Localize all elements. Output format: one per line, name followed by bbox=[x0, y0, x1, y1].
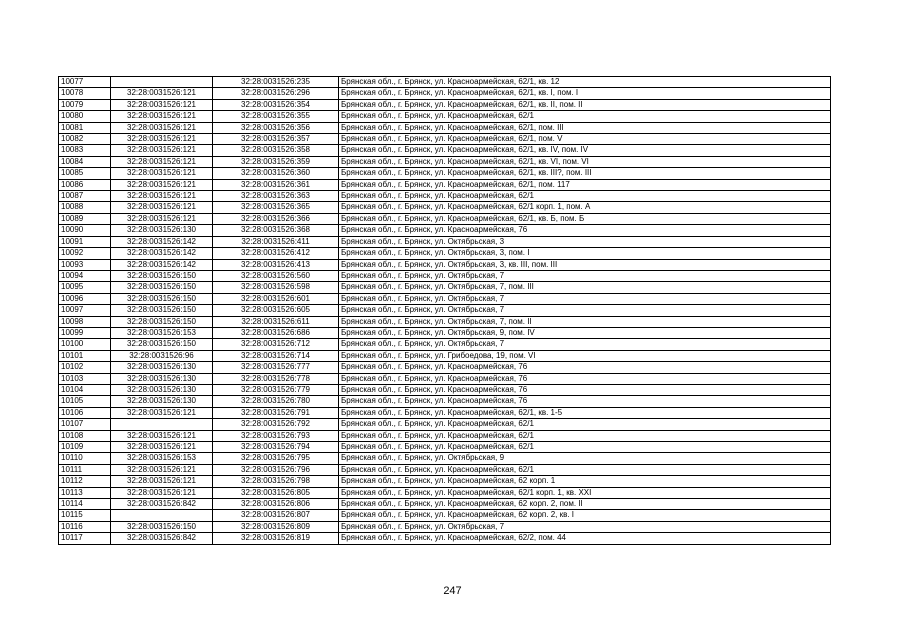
row-number-cell: 10098 bbox=[59, 316, 111, 327]
address-cell: Брянская обл., г. Брянск, ул. Красноармейская, 62/1 bbox=[339, 419, 831, 430]
address-cell: Брянская обл., г. Брянск, ул. Красноармейская, 62/2, пом. 44 bbox=[339, 533, 831, 544]
address-cell: Брянская обл., г. Брянск, ул. Грибоедова, 19, пом. VI bbox=[339, 350, 831, 361]
table-row bbox=[59, 487, 831, 498]
cadastral-number-cell: 32:28:0031526:601 bbox=[213, 293, 339, 304]
address-cell: Брянская обл., г. Брянск, ул. Красноармейская, 76 bbox=[339, 225, 831, 236]
cadastral-number-cell: 32:28:0031526:605 bbox=[213, 305, 339, 316]
address-cell: Брянская обл., г. Брянск, ул. Октябрьская, 3 bbox=[339, 236, 831, 247]
parent-cadastral-number-cell: 32:28:0031526:121 bbox=[111, 179, 213, 190]
table-row bbox=[59, 521, 831, 532]
cadastral-number-cell: 32:28:0031526:778 bbox=[213, 373, 339, 384]
row-number-cell: 10105 bbox=[59, 396, 111, 407]
cadastral-number-cell: 32:28:0031526:355 bbox=[213, 111, 339, 122]
cadastral-table bbox=[58, 76, 831, 545]
cadastral-number-cell: 32:28:0031526:412 bbox=[213, 248, 339, 259]
row-number-cell: 10108 bbox=[59, 430, 111, 441]
address-cell: Брянская обл., г. Брянск, ул. Красноармейская, 62/1, пом. III bbox=[339, 122, 831, 133]
parent-cadastral-number-cell: 32:28:0031526:842 bbox=[111, 499, 213, 510]
row-number-cell: 10099 bbox=[59, 327, 111, 338]
table-row bbox=[59, 270, 831, 281]
cadastral-number-cell: 32:28:0031526:796 bbox=[213, 464, 339, 475]
address-cell: Брянская обл., г. Брянск, ул. Красноармейская, 62/1, кв. VI, пом. VI bbox=[339, 156, 831, 167]
cadastral-number-cell: 32:28:0031526:809 bbox=[213, 521, 339, 532]
address-cell: Брянская обл., г. Брянск, ул. Октябрьская, 7, пом. II bbox=[339, 316, 831, 327]
table-row bbox=[59, 510, 831, 521]
cadastral-number-cell: 32:28:0031526:413 bbox=[213, 259, 339, 270]
cadastral-number-cell: 32:28:0031526:806 bbox=[213, 499, 339, 510]
parent-cadastral-number-cell: 32:28:0031526:153 bbox=[111, 453, 213, 464]
address-cell: Брянская обл., г. Брянск, ул. Красноармейская, 76 bbox=[339, 384, 831, 395]
row-number-cell: 10100 bbox=[59, 339, 111, 350]
cadastral-number-cell: 32:28:0031526:411 bbox=[213, 236, 339, 247]
table-row bbox=[59, 430, 831, 441]
table-row bbox=[59, 111, 831, 122]
row-number-cell: 10081 bbox=[59, 122, 111, 133]
table-row bbox=[59, 476, 831, 487]
cadastral-number-cell: 32:28:0031526:791 bbox=[213, 407, 339, 418]
row-number-cell: 10113 bbox=[59, 487, 111, 498]
address-cell: Брянская обл., г. Брянск, ул. Красноармейская, 62 корп. 2, пом. II bbox=[339, 499, 831, 510]
row-number-cell: 10116 bbox=[59, 521, 111, 532]
row-number-cell: 10078 bbox=[59, 88, 111, 99]
table-row bbox=[59, 191, 831, 202]
row-number-cell: 10107 bbox=[59, 419, 111, 430]
parent-cadastral-number-cell bbox=[111, 510, 213, 521]
parent-cadastral-number-cell: 32:28:0031526:150 bbox=[111, 316, 213, 327]
cadastral-number-cell: 32:28:0031526:792 bbox=[213, 419, 339, 430]
cadastral-number-cell: 32:28:0031526:777 bbox=[213, 362, 339, 373]
table-row bbox=[59, 384, 831, 395]
address-cell: Брянская обл., г. Брянск, ул. Красноармейская, 62/1, кв. I, пом. I bbox=[339, 88, 831, 99]
cadastral-number-cell: 32:28:0031526:368 bbox=[213, 225, 339, 236]
table-row bbox=[59, 282, 831, 293]
address-cell: Брянская обл., г. Брянск, ул. Красноармейская, 62/1 bbox=[339, 464, 831, 475]
cadastral-number-cell: 32:28:0031526:560 bbox=[213, 270, 339, 281]
address-cell: Брянская обл., г. Брянск, ул. Октябрьская, 7 bbox=[339, 521, 831, 532]
row-number-cell: 10077 bbox=[59, 77, 111, 88]
parent-cadastral-number-cell bbox=[111, 419, 213, 430]
address-cell: Брянская обл., г. Брянск, ул. Красноармейская, 62/1 bbox=[339, 442, 831, 453]
cadastral-number-cell: 32:28:0031526:805 bbox=[213, 487, 339, 498]
parent-cadastral-number-cell: 32:28:0031526:121 bbox=[111, 430, 213, 441]
address-cell: Брянская обл., г. Брянск, ул. Красноармейская, 62 корп. 1 bbox=[339, 476, 831, 487]
row-number-cell: 10087 bbox=[59, 191, 111, 202]
parent-cadastral-number-cell: 32:28:0031526:121 bbox=[111, 464, 213, 475]
table-row bbox=[59, 122, 831, 133]
parent-cadastral-number-cell: 32:28:0031526:121 bbox=[111, 168, 213, 179]
address-cell: Брянская обл., г. Брянск, ул. Красноармейская, 62/1 bbox=[339, 111, 831, 122]
parent-cadastral-number-cell: 32:28:0031526:130 bbox=[111, 225, 213, 236]
row-number-cell: 10085 bbox=[59, 168, 111, 179]
row-number-cell: 10103 bbox=[59, 373, 111, 384]
table-row bbox=[59, 213, 831, 224]
cadastral-number-cell: 32:28:0031526:365 bbox=[213, 202, 339, 213]
cadastral-number-cell: 32:28:0031526:794 bbox=[213, 442, 339, 453]
table-row bbox=[59, 373, 831, 384]
cadastral-number-cell: 32:28:0031526:795 bbox=[213, 453, 339, 464]
parent-cadastral-number-cell: 32:28:0031526:142 bbox=[111, 236, 213, 247]
parent-cadastral-number-cell bbox=[111, 77, 213, 88]
table-row bbox=[59, 99, 831, 110]
cadastral-number-cell: 32:28:0031526:807 bbox=[213, 510, 339, 521]
row-number-cell: 10106 bbox=[59, 407, 111, 418]
row-number-cell: 10080 bbox=[59, 111, 111, 122]
table-row bbox=[59, 236, 831, 247]
table-row bbox=[59, 464, 831, 475]
parent-cadastral-number-cell: 32:28:0031526:121 bbox=[111, 111, 213, 122]
address-cell: Брянская обл., г. Брянск, ул. Красноармейская, 62/1 корп. 1, кв. XXI bbox=[339, 487, 831, 498]
table-row bbox=[59, 533, 831, 544]
table-row bbox=[59, 77, 831, 88]
table-row bbox=[59, 316, 831, 327]
cadastral-number-cell: 32:28:0031526:363 bbox=[213, 191, 339, 202]
table-row bbox=[59, 156, 831, 167]
table-body bbox=[59, 77, 831, 545]
address-cell: Брянская обл., г. Брянск, ул. Октябрьская, 3, пом. I bbox=[339, 248, 831, 259]
address-cell: Брянская обл., г. Брянск, ул. Красноармейская, 76 bbox=[339, 373, 831, 384]
parent-cadastral-number-cell: 32:28:0031526:121 bbox=[111, 202, 213, 213]
table-row bbox=[59, 339, 831, 350]
page-number: 247 bbox=[443, 585, 462, 597]
address-cell: Брянская обл., г. Брянск, ул. Красноармейская, 62/1 bbox=[339, 191, 831, 202]
parent-cadastral-number-cell: 32:28:0031526:121 bbox=[111, 122, 213, 133]
address-cell: Брянская обл., г. Брянск, ул. Октябрьская, 7, пом. III bbox=[339, 282, 831, 293]
parent-cadastral-number-cell: 32:28:0031526:130 bbox=[111, 384, 213, 395]
row-number-cell: 10102 bbox=[59, 362, 111, 373]
cadastral-number-cell: 32:28:0031526:712 bbox=[213, 339, 339, 350]
cadastral-number-cell: 32:28:0031526:360 bbox=[213, 168, 339, 179]
parent-cadastral-number-cell: 32:28:0031526:150 bbox=[111, 270, 213, 281]
address-cell: Брянская обл., г. Брянск, ул. Красноармейская, 62/1, кв. 12 bbox=[339, 77, 831, 88]
address-cell: Брянская обл., г. Брянск, ул. Красноармейская, 62/1, кв. III?, пом. III bbox=[339, 168, 831, 179]
row-number-cell: 10104 bbox=[59, 384, 111, 395]
row-number-cell: 10101 bbox=[59, 350, 111, 361]
parent-cadastral-number-cell: 32:28:0031526:153 bbox=[111, 327, 213, 338]
cadastral-number-cell: 32:28:0031526:686 bbox=[213, 327, 339, 338]
cadastral-number-cell: 32:28:0031526:357 bbox=[213, 134, 339, 145]
parent-cadastral-number-cell: 32:28:0031526:842 bbox=[111, 533, 213, 544]
row-number-cell: 10097 bbox=[59, 305, 111, 316]
table-row bbox=[59, 88, 831, 99]
row-number-cell: 10093 bbox=[59, 259, 111, 270]
address-cell: Брянская обл., г. Брянск, ул. Красноармейская, 62/1, кв. Б, пом. Б bbox=[339, 213, 831, 224]
parent-cadastral-number-cell: 32:28:0031526:150 bbox=[111, 282, 213, 293]
table-row bbox=[59, 259, 831, 270]
parent-cadastral-number-cell: 32:28:0031526:150 bbox=[111, 339, 213, 350]
cadastral-number-cell: 32:28:0031526:356 bbox=[213, 122, 339, 133]
row-number-cell: 10090 bbox=[59, 225, 111, 236]
address-cell: Брянская обл., г. Брянск, ул. Красноармейская, 62 корп. 2, кв. I bbox=[339, 510, 831, 521]
cadastral-number-cell: 32:28:0031526:358 bbox=[213, 145, 339, 156]
table-row bbox=[59, 362, 831, 373]
cadastral-number-cell: 32:28:0031526:235 bbox=[213, 77, 339, 88]
parent-cadastral-number-cell: 32:28:0031526:121 bbox=[111, 407, 213, 418]
row-number-cell: 10111 bbox=[59, 464, 111, 475]
cadastral-number-cell: 32:28:0031526:779 bbox=[213, 384, 339, 395]
address-cell: Брянская обл., г. Брянск, ул. Красноармейская, 76 bbox=[339, 396, 831, 407]
row-number-cell: 10115 bbox=[59, 510, 111, 521]
row-number-cell: 10084 bbox=[59, 156, 111, 167]
cadastral-number-cell: 32:28:0031526:819 bbox=[213, 533, 339, 544]
cadastral-number-cell: 32:28:0031526:598 bbox=[213, 282, 339, 293]
row-number-cell: 10079 bbox=[59, 99, 111, 110]
address-cell: Брянская обл., г. Брянск, ул. Красноармейская, 76 bbox=[339, 362, 831, 373]
table-row bbox=[59, 248, 831, 259]
row-number-cell: 10091 bbox=[59, 236, 111, 247]
address-cell: Брянская обл., г. Брянск, ул. Октябрьская, 7 bbox=[339, 293, 831, 304]
address-cell: Брянская обл., г. Брянск, ул. Красноармейская, 62/1 корп. 1, пом. А bbox=[339, 202, 831, 213]
parent-cadastral-number-cell: 32:28:0031526:142 bbox=[111, 248, 213, 259]
cadastral-number-cell: 32:28:0031526:798 bbox=[213, 476, 339, 487]
table-row bbox=[59, 225, 831, 236]
parent-cadastral-number-cell: 32:28:0031526:121 bbox=[111, 487, 213, 498]
row-number-cell: 10112 bbox=[59, 476, 111, 487]
address-cell: Брянская обл., г. Брянск, ул. Красноармейская, 62/1, кв. IV, пом. IV bbox=[339, 145, 831, 156]
row-number-cell: 10089 bbox=[59, 213, 111, 224]
address-cell: Брянская обл., г. Брянск, ул. Красноармейская, 62/1, пом. V bbox=[339, 134, 831, 145]
row-number-cell: 10096 bbox=[59, 293, 111, 304]
parent-cadastral-number-cell: 32:28:0031526:130 bbox=[111, 396, 213, 407]
address-cell: Брянская обл., г. Брянск, ул. Октябрьская, 7 bbox=[339, 270, 831, 281]
parent-cadastral-number-cell: 32:28:0031526:121 bbox=[111, 442, 213, 453]
row-number-cell: 10088 bbox=[59, 202, 111, 213]
parent-cadastral-number-cell: 32:28:0031526:150 bbox=[111, 305, 213, 316]
address-cell: Брянская обл., г. Брянск, ул. Октябрьская, 3, кв. III, пом. III bbox=[339, 259, 831, 270]
row-number-cell: 10083 bbox=[59, 145, 111, 156]
row-number-cell: 10095 bbox=[59, 282, 111, 293]
cadastral-number-cell: 32:28:0031526:359 bbox=[213, 156, 339, 167]
table-row bbox=[59, 168, 831, 179]
address-cell: Брянская обл., г. Брянск, ул. Октябрьская, 7 bbox=[339, 339, 831, 350]
cadastral-number-cell: 32:28:0031526:714 bbox=[213, 350, 339, 361]
address-cell: Брянская обл., г. Брянск, ул. Октябрьская, 9 bbox=[339, 453, 831, 464]
address-cell: Брянская обл., г. Брянск, ул. Красноармейская, 62/1 bbox=[339, 430, 831, 441]
row-number-cell: 10109 bbox=[59, 442, 111, 453]
cadastral-number-cell: 32:28:0031526:793 bbox=[213, 430, 339, 441]
table-row bbox=[59, 407, 831, 418]
row-number-cell: 10092 bbox=[59, 248, 111, 259]
cadastral-number-cell: 32:28:0031526:354 bbox=[213, 99, 339, 110]
cadastral-number-cell: 32:28:0031526:366 bbox=[213, 213, 339, 224]
table-row bbox=[59, 179, 831, 190]
cadastral-number-cell: 32:28:0031526:296 bbox=[213, 88, 339, 99]
table-row bbox=[59, 134, 831, 145]
table-row bbox=[59, 202, 831, 213]
parent-cadastral-number-cell: 32:28:0031526:121 bbox=[111, 145, 213, 156]
row-number-cell: 10117 bbox=[59, 533, 111, 544]
table-row bbox=[59, 145, 831, 156]
parent-cadastral-number-cell: 32:28:0031526:150 bbox=[111, 293, 213, 304]
table-row bbox=[59, 453, 831, 464]
address-cell: Брянская обл., г. Брянск, ул. Красноармейская, 62/1, пом. 117 bbox=[339, 179, 831, 190]
address-cell: Брянская обл., г. Брянск, ул. Красноармейская, 62/1, кв. 1-5 bbox=[339, 407, 831, 418]
parent-cadastral-number-cell: 32:28:0031526:121 bbox=[111, 134, 213, 145]
parent-cadastral-number-cell: 32:28:0031526:121 bbox=[111, 213, 213, 224]
cadastral-number-cell: 32:28:0031526:611 bbox=[213, 316, 339, 327]
address-cell: Брянская обл., г. Брянск, ул. Красноармейская, 62/1, кв. II, пом. II bbox=[339, 99, 831, 110]
cadastral-number-cell: 32:28:0031526:361 bbox=[213, 179, 339, 190]
table-row bbox=[59, 350, 831, 361]
parent-cadastral-number-cell: 32:28:0031526:96 bbox=[111, 350, 213, 361]
cadastral-number-cell: 32:28:0031526:780 bbox=[213, 396, 339, 407]
table-row bbox=[59, 396, 831, 407]
row-number-cell: 10086 bbox=[59, 179, 111, 190]
table-row bbox=[59, 305, 831, 316]
parent-cadastral-number-cell: 32:28:0031526:142 bbox=[111, 259, 213, 270]
parent-cadastral-number-cell: 32:28:0031526:130 bbox=[111, 373, 213, 384]
parent-cadastral-number-cell: 32:28:0031526:130 bbox=[111, 362, 213, 373]
parent-cadastral-number-cell: 32:28:0031526:121 bbox=[111, 156, 213, 167]
table-row bbox=[59, 327, 831, 338]
parent-cadastral-number-cell: 32:28:0031526:150 bbox=[111, 521, 213, 532]
row-number-cell: 10110 bbox=[59, 453, 111, 464]
row-number-cell: 10094 bbox=[59, 270, 111, 281]
parent-cadastral-number-cell: 32:28:0031526:121 bbox=[111, 88, 213, 99]
table-row bbox=[59, 293, 831, 304]
row-number-cell: 10114 bbox=[59, 499, 111, 510]
address-cell: Брянская обл., г. Брянск, ул. Октябрьская, 9, пом. IV bbox=[339, 327, 831, 338]
address-cell: Брянская обл., г. Брянск, ул. Октябрьская, 7 bbox=[339, 305, 831, 316]
parent-cadastral-number-cell: 32:28:0031526:121 bbox=[111, 476, 213, 487]
table-row bbox=[59, 499, 831, 510]
table-row bbox=[59, 442, 831, 453]
row-number-cell: 10082 bbox=[59, 134, 111, 145]
parent-cadastral-number-cell: 32:28:0031526:121 bbox=[111, 99, 213, 110]
parent-cadastral-number-cell: 32:28:0031526:121 bbox=[111, 191, 213, 202]
table-row bbox=[59, 419, 831, 430]
